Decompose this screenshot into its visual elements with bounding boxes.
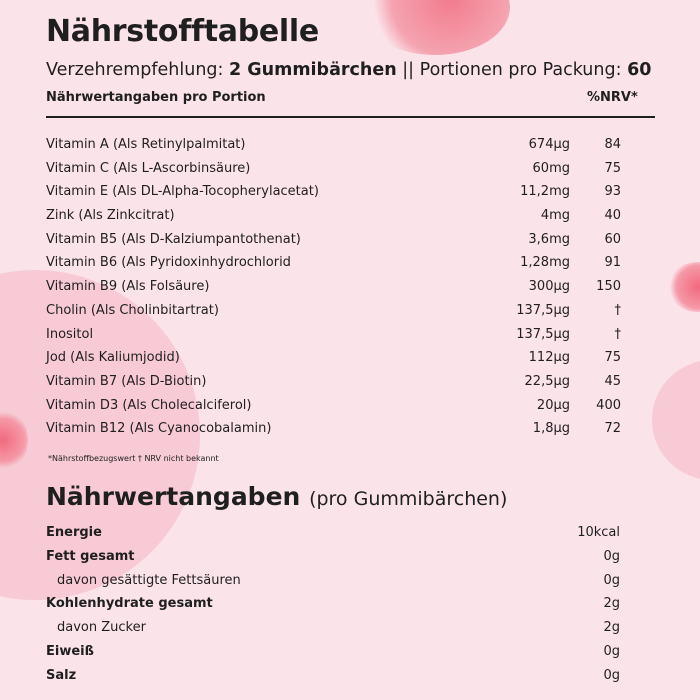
table-row xyxy=(46,136,626,160)
nutrition-name: Eiweiß xyxy=(46,643,94,659)
nutrient-amount: 112µg xyxy=(528,350,570,366)
vitamin-table-header xyxy=(46,90,655,118)
table-header-nrv: %NRV* xyxy=(587,90,638,105)
table-row xyxy=(46,548,626,572)
nutrient-nrv: † xyxy=(614,302,621,318)
table-row xyxy=(46,667,626,691)
nutrient-nrv: 91 xyxy=(604,255,621,271)
nutrient-nrv: 60 xyxy=(604,231,621,247)
page-title: Nährstofftabelle xyxy=(46,14,319,49)
nutrition-name: davon gesättigte Fettsäuren xyxy=(57,572,241,588)
nutrition-name: davon Zucker xyxy=(57,620,146,636)
nutrient-nrv: 72 xyxy=(604,421,621,437)
table-row xyxy=(46,420,626,444)
nutrient-name: Vitamin B6 (Als Pyridoxinhydrochlorid xyxy=(46,255,291,271)
nutrition-value: 0g xyxy=(603,548,620,564)
table-row xyxy=(46,349,626,373)
nutrient-name: Vitamin B12 (Als Cyanocobalamin) xyxy=(46,421,272,437)
table-row xyxy=(46,524,626,548)
table-row xyxy=(46,619,626,643)
nutrient-amount: 22,5µg xyxy=(524,373,570,389)
nutrition-table xyxy=(46,524,626,691)
table-row xyxy=(46,595,626,619)
table-row xyxy=(46,373,626,397)
nutrient-name: Vitamin B7 (Als D-Biotin) xyxy=(46,373,207,389)
table-row xyxy=(46,326,626,350)
nutrient-amount: 20µg xyxy=(536,397,570,413)
nutrition-value: 0g xyxy=(603,643,620,659)
portions-value: 60 xyxy=(627,60,652,80)
nutrition-title-sub: (pro Gummibärchen) xyxy=(309,488,508,510)
table-row xyxy=(46,231,626,255)
nutrition-value: 2g xyxy=(603,620,620,636)
nutrient-nrv: 400 xyxy=(596,397,621,413)
nutrient-nrv: 40 xyxy=(604,208,621,224)
table-row xyxy=(46,183,626,207)
nutrient-nrv: 93 xyxy=(604,184,621,200)
nutrient-amount: 1,28mg xyxy=(520,255,570,271)
portions-label: Portionen pro Packung: xyxy=(419,60,622,80)
nutrition-value: 0g xyxy=(603,572,620,588)
table-row xyxy=(46,278,626,302)
nutrient-amount: 1,8µg xyxy=(532,421,570,437)
table-row xyxy=(46,643,626,667)
nutrient-nrv: 150 xyxy=(596,279,621,295)
nutrient-name: Cholin (Als Cholinbitartrat) xyxy=(46,302,219,318)
nutrient-name: Vitamin E (Als DL-Alpha-Tocopherylacetat) xyxy=(46,184,319,200)
nutrient-amount: 137,5µg xyxy=(516,326,570,342)
nutrient-name: Vitamin C (Als L-Ascorbinsäure) xyxy=(46,160,251,176)
nutrition-name: Fett gesamt xyxy=(46,548,135,564)
nutrient-amount: 60mg xyxy=(532,160,570,176)
nutrition-value: 10kcal xyxy=(577,525,620,540)
nutrient-name: Inositol xyxy=(46,326,94,342)
nutrition-name: Salz xyxy=(46,667,77,683)
nutrient-name: Vitamin A (Als Retinylpalmitat) xyxy=(46,137,246,152)
footnote: *Nährstoffbezugswert † NRV nicht bekannt xyxy=(48,454,219,463)
vitamin-table xyxy=(46,136,626,444)
nutrient-amount: 3,6mg xyxy=(528,231,570,247)
table-row xyxy=(46,572,626,596)
nutrition-value: 2g xyxy=(603,596,620,612)
nutrient-name: Vitamin B9 (Als Folsäure) xyxy=(46,279,210,295)
table-row xyxy=(46,160,626,184)
serving-separator: || xyxy=(402,60,415,80)
nutrient-nrv: 75 xyxy=(604,160,621,176)
nutrition-name: Kohlenhydrate gesamt xyxy=(46,596,213,612)
serving-label: Verzehrempfehlung: xyxy=(46,60,224,80)
serving-info xyxy=(46,60,651,80)
table-row xyxy=(46,302,626,326)
nutrient-amount: 4mg xyxy=(540,208,570,224)
nutrient-name: Vitamin B5 (Als D-Kalziumpantothenat) xyxy=(46,231,301,247)
nutrient-nrv: † xyxy=(614,326,621,342)
table-header-label: Nährwertangaben pro Portion xyxy=(46,90,266,105)
nutrient-name: Jod (Als Kaliumjodid) xyxy=(46,350,180,366)
serving-value: 2 Gummibärchen xyxy=(229,60,397,80)
nutrient-name: Vitamin D3 (Als Cholecalciferol) xyxy=(46,397,252,413)
nutrition-name: Energie xyxy=(46,525,102,540)
nutrient-amount: 674µg xyxy=(528,137,570,152)
nutrient-amount: 137,5µg xyxy=(516,302,570,318)
table-row xyxy=(46,207,626,231)
nutrient-name: Zink (Als Zinkcitrat) xyxy=(46,208,175,224)
nutrition-title-main: Nährwertangaben xyxy=(46,482,301,511)
nutrient-amount: 300µg xyxy=(528,279,570,295)
nutrition-value: 0g xyxy=(603,667,620,683)
nutrient-nrv: 45 xyxy=(604,373,621,389)
nutrient-nrv: 75 xyxy=(604,350,621,366)
table-row xyxy=(46,397,626,421)
nutrition-title xyxy=(46,482,507,511)
nutrient-nrv: 84 xyxy=(604,137,621,152)
nutrient-amount: 11,2mg xyxy=(520,184,570,200)
table-row xyxy=(46,254,626,278)
